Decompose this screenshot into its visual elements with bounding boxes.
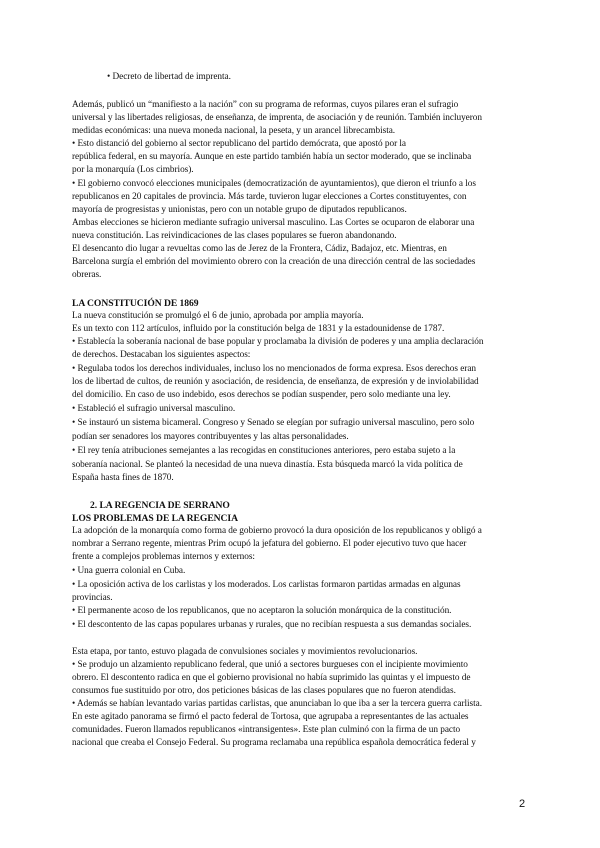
text-line: Ambas elecciones se hicieron mediante sufragio universal masculino. Las Cortes se ocuparon de elaborar una (72, 218, 475, 228)
text-line: república federal, en su mayoría. Aunque en este partido también había un sector moderado, que se inclinaba (72, 152, 472, 162)
text-line: La nueva constitución se promulgó el 6 de junio, aprobada por amplia mayoría. (72, 311, 364, 321)
text-line: mayoría de progresistas y unionistas, pero con un notable grupo de diputados republicanos. (72, 205, 407, 215)
text-line: • Se instauró un sistema bicameral. Congreso y Senado se elegían por sufragio universal masculino, pero solo (72, 418, 475, 428)
text-line: obreras. (72, 270, 102, 280)
section-heading: LA CONSTITUCIÓN DE 1869 (72, 298, 199, 309)
text-line: • Además se habían levantado varias partidas carlistas, que anunciaban lo que iba a ser la tercera guerra carlista. (72, 699, 483, 709)
text-line: • Estableció el sufragio universal masculino. (72, 404, 236, 414)
text-line: Además, publicó un “manifiesto a la nación” con su programa de reformas, cuyos pilares eran el sufragio (72, 100, 459, 110)
text-line: provincias. (72, 593, 113, 603)
text-line: • El gobierno convocó elecciones municipales (democratización de ayuntamientos), que dieron el triunfo a los (72, 179, 476, 189)
text-line: frente a complejos problemas internos y externos: (72, 552, 255, 562)
text-line: obrero. El descontento radica en que el gobierno provisional no había suprimido las quintas y el impuesto de (72, 673, 471, 683)
text-line: • La oposición activa de los carlistas y los moderados. Los carlistas formaron partidas armadas en algunas (72, 580, 461, 590)
text-line: republicanos en 20 capitales de provincia. Más tarde, tuvieron lugar elecciones a Cortes constituyentes, con (72, 192, 467, 202)
text-line: nombrar a Serrano regente, mientras Prim ocupó la jefatura del gobierno. El poder ejecutivo tuvo que hacer (72, 539, 467, 549)
text-line: Esta etapa, por tanto, estuvo plagada de convulsiones sociales y movimientos revolucionarios. (72, 647, 418, 657)
text-line: Es un texto con 112 artículos, influido por la constitución belga de 1831 y la estadounidense de 1787. (72, 324, 445, 334)
text-line: comunidades. Fueron llamados republicanos «intransigentes». Este plan culminó con la firma de un pacto (72, 725, 461, 735)
text-line: nueva constitución. Las reivindicaciones de las clases populares se fueron abandonando. (72, 231, 397, 241)
text-line: soberanía nacional. Se planteó la necesidad de una nueva dinastía. Esta búsqueda marcó la vida política de (72, 460, 463, 470)
text-line: • El permanente acoso de los republicanos, que no aceptaron la solución monárquica de la constitución. (72, 606, 452, 616)
text-line: consumos fue sustituido por otro, dos peticiones básicas de las clases populares que no fueron atendidas. (72, 686, 456, 696)
text-line: • Establecía la soberanía nacional de base popular y proclamaba la división de poderes y una amplia declaración (72, 337, 484, 347)
text-line: de derechos. Destacaban los siguientes aspectos: (72, 350, 251, 360)
text-line: Barcelona surgía el embrión del movimiento obrero con la creación de una dirección central de las sociedades (72, 257, 476, 267)
text-line: España hasta fines de 1870. (72, 473, 174, 483)
page-number: 2 (519, 798, 526, 810)
text-line: • El descontento de las capas populares urbanas y rurales, que no recibían respuesta a sus demandas sociales. (72, 620, 472, 630)
section-heading: LOS PROBLEMAS DE LA REGENCIA (72, 513, 238, 524)
text-line: por la monarquía (Los cimbrios). (72, 165, 194, 175)
text-line: • Una guerra colonial en Cuba. (72, 566, 186, 576)
text-line: El desencanto dio lugar a revueltas como las de Jerez de la Frontera, Cádiz, Badajoz, etc. Mientras, en (72, 244, 447, 254)
section-heading: 2. LA REGENCIA DE SERRANO (90, 500, 230, 511)
text-line: • Decreto de libertad de imprenta. (107, 72, 231, 82)
text-line: podían ser senadores los mayores contribuyentes y las altas personalidades. (72, 432, 349, 442)
text-line: En este agitado panorama se firmó el pacto federal de Tortosa, que agrupaba a representantes de las actuales (72, 712, 469, 722)
text-line: los de libertad de cultos, de reunión y asociación, de residencia, de enseñanza, de expresión y de inviolabilidad (72, 377, 479, 387)
text-line: del domicilio. En caso de uso indebido, esos derechos se podían suspender, pero solo mediante una ley. (72, 390, 451, 400)
text-line: • Esto distanció del gobierno al sector republicano del partido demócrata, que apostó por la (72, 139, 407, 149)
text-line: La adopción de la monarquía como forma de gobierno provocó la dura oposición de los republicanos y obligó a (72, 526, 482, 536)
text-line: nacional que creaba el Consejo Federal. Su programa reclamaba una república española democrática federal y (72, 738, 476, 748)
text-line: universal y las libertades religiosas, de enseñanza, de imprenta, de asociación y de reunión. También incluyeron (72, 113, 482, 123)
text-line: medidas económicas: una nueva moneda nacional, la peseta, y un arancel librecambista. (72, 126, 396, 136)
text-line: • Regulaba todos los derechos individuales, incluso los no mencionados de forma expresa. Esos derechos eran (72, 364, 477, 374)
text-line: • Se produjo un alzamiento republicano federal, que unió a sectores burgueses con el incipiente movimiento (72, 660, 468, 670)
text-line: • El rey tenía atribuciones semejantes a las recogidas en constituciones anteriores, pero estaba sujeto a la (72, 446, 456, 456)
